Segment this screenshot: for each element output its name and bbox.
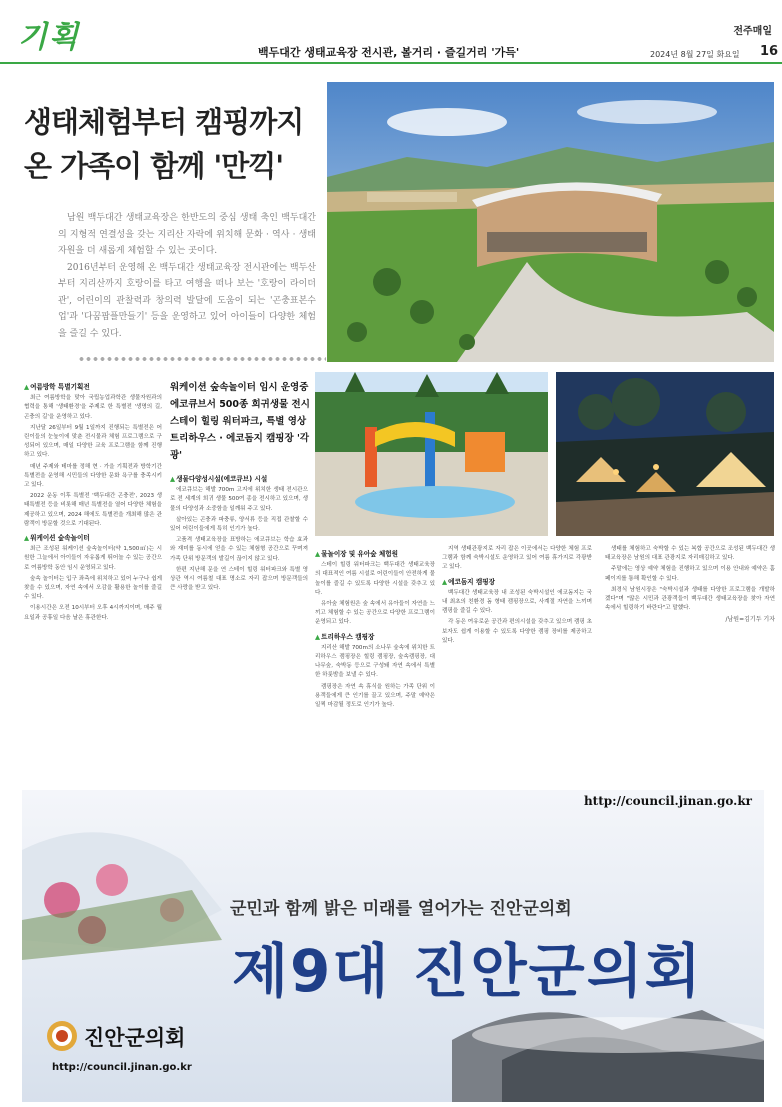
subheading-treehouse: ▲ 트리하우스 캠핑장 bbox=[315, 633, 435, 642]
paragraph: 고품격 생태교육장을 표방하는 에코큐브는 학습 효과와 재미를 동시에 얻을 수 있는 체험형 공간으로 꾸며져 가족 단위 방문객의 발길이 끊이지 않고 있다. bbox=[170, 537, 308, 562]
page-header-title: 백두대간 생태교육장 전시관, 볼거리 · 즐길거리 '가득' bbox=[258, 46, 520, 59]
dotted-divider bbox=[78, 356, 326, 362]
paragraph: 2022 운동 이후 특별전 '백두대간 곤충전', 2023 생태특별전 등을 비롯해 매년 특별전을 열어 다양한 체험을 제공하고 있으며, 2024 해에도 특별전을 개최해 많은 관람객이 방문할 것으로 기대된다. bbox=[24, 493, 162, 527]
paragraph: 각 동은 여유로운 공간과 편의시설을 갖추고 있으며 캠핑 초보자도 쉽게 이용할 수 있도록 다양한 캠핑 장비를 제공하고 있다. bbox=[442, 619, 592, 644]
main-photo-eco-center bbox=[327, 82, 774, 362]
paragraph: 주말에는 영상 예약 체험을 진행하고 있으며 이용 안내와 예약은 홈페이지를 통해 확인할 수 있다. bbox=[605, 566, 775, 582]
paragraph: 스테이 힐링 워터파크는 백두대간 생태교육장의 대표적인 여름 시설로 어린이들이 안전하게 물놀이를 즐길 수 있도록 다양한 시설을 갖추고 있다. bbox=[315, 562, 435, 596]
ad-council-name: 진안군의회 bbox=[84, 1026, 186, 1050]
paragraph: 지리산 해발 700m의 소나무 숲속에 위치한 트리하우스 캠핑장은 힐링 캠핑장, 숲속캠핑장, 대나무숲, 숙박동 등으로 구성돼 자연 속에서 특별한 하룻밤을 보낼 수 있다. bbox=[315, 644, 435, 679]
paragraph: 지역 생태관광지로 자리 잡은 이곳에서는 다양한 체험 프로그램과 함께 숙박시설도 운영하고 있어 여름 휴가지로 각광받고 있다. bbox=[442, 546, 592, 571]
page-number: 16 bbox=[760, 44, 779, 59]
highlight-box bbox=[170, 379, 310, 464]
lead-text-1: 남원 백두대간 생태교육장은 한반도의 중심 생태 축인 백두대간의 지형적 연결성을 갖는 지리산 자락에 위치해 문화 · 역사 · 생태자원을 더 새롭게 체험할 수 있는 곳이다. bbox=[58, 213, 316, 256]
highlight-line: 스테이 힐링 워터파크, 특별 영상 bbox=[170, 416, 307, 427]
paragraph: 매년 주제와 테마를 정해 현 · 가을 기획전과 방학기간 특별전을 운영해 시민들의 다양한 문화 욕구를 충족시키고 있다. bbox=[24, 463, 162, 489]
ad-url-top[interactable]: http://council.jinan.go.kr bbox=[583, 794, 752, 808]
lead-paragraph bbox=[58, 210, 316, 342]
article-column-5 bbox=[605, 545, 775, 625]
subheading-ecodome: ▲ 에코돔지 캠핑장 bbox=[442, 578, 592, 587]
paragraph: 에코큐브는 해발 700m 고지에 위치한 생태 전시관으로 전 세계의 희귀 생물 500여 종을 전시하고 있으며, 생물의 다양성과 소중함을 일깨워 주고 있다. bbox=[170, 487, 308, 512]
paragraph: 지난달 26일부터 9월 1일까지 진행되는 특별전은 어린이들의 눈높이에 맞춘 전시물과 체험 프로그램으로 구성되어 있으며, 매일 다양한 교육 프로그램을 함께 진행하고 있다. bbox=[24, 424, 162, 459]
paragraph: 백두대간 생태교육장 내 조성된 숙박시설인 에코돔지는 국내 최초의 친환경 돔 형태 캠핑장으로, 사계절 자연을 느끼며 캠핑을 즐길 수 있다. bbox=[442, 589, 592, 615]
paragraph: 이용시간은 오전 10시부터 오후 4시까지이며, 매주 월요일과 공휴일 다음 날은 휴관한다. bbox=[24, 605, 162, 621]
article-column-4 bbox=[442, 545, 592, 648]
subheading-ecocube: ▲ 생물다양성시설(에코큐브) 시설 bbox=[170, 475, 308, 484]
section-label: 기획 bbox=[18, 20, 80, 55]
headline bbox=[24, 100, 324, 188]
paragraph: 최근 조성된 워케이션 숲속놀이터(약 1,500㎡)는 시원한 그늘에서 아이들이 자유롭게 뛰어놀 수 있는 공간으로 여름방학 동안 임시 운영되고 있다. bbox=[24, 546, 162, 571]
subheading-summer-exhibit: ▲ 여름방학 특별기획전 bbox=[24, 383, 162, 392]
headline-line-2: 온 가족이 함께 '만끽' bbox=[24, 149, 284, 183]
highlight-line: 에코큐브서 500종 희귀생물 전시 bbox=[170, 399, 310, 410]
paragraph: 최근 여름방학을 맞아 국립농업과학관 생물자원과의 협력을 통해 '생태환경'을 주제로 한 특별전 '생명의 길, 곤충의 길'을 운영하고 있다. bbox=[24, 395, 162, 420]
council-advertisement bbox=[22, 790, 764, 1102]
byline: /남원=김기두 기자 bbox=[725, 616, 775, 624]
paragraph: 캠핑장은 자연 속 휴식을 원하는 가족 단위 이용객들에게 큰 인기를 끌고 있으며, 주말 예약은 일찍 마감될 정도로 인기가 높다. bbox=[315, 683, 435, 709]
headline-line-1: 생태체험부터 캠핑까지 bbox=[24, 105, 304, 139]
paragraph: 한편 지난해 문을 연 스테이 힐링 워터파크와 특별 영상관 역시 여름철 대표 명소로 자리 잡으며 방문객들의 큰 사랑을 받고 있다. bbox=[170, 566, 308, 592]
article-column-3 bbox=[315, 545, 435, 712]
article-column-1 bbox=[24, 378, 162, 625]
lead-text-2: 2016년부터 운영해 온 백두대간 생태교육장 전시관에는 백두산부터 지리산까지 호랑이를 타고 여행을 떠나 보는 '호랑이 라이더관', 어린이의 관찰력과 창의력 발달에 도움이 되는 '곤충표본수업'과 '다꿈팝플만들기' 등을 운영하고 있어 아이들이 다양한 체험을 즐길 수 있다. bbox=[58, 262, 316, 339]
paragraph: 살아있는 곤충과 파충류, 양서류 등을 직접 관찰할 수 있어 어린이들에게 특히 인기가 높다. bbox=[170, 516, 308, 533]
paragraph: 최경식 남원시장은 "숙박시설과 생태를 다양한 프로그램을 개발하겠다"며 "많은 시민과 관광객들이 백두대간 생태교육장을 찾아 자연 속에서 힐링하기 바란다"고 말했다. bbox=[605, 586, 775, 612]
header-divider bbox=[0, 62, 782, 64]
ad-main-title: 제9대 진안군의회 bbox=[232, 937, 703, 1005]
subheading-forest-playground: ▲ 워케이션 숲속놀이터 bbox=[24, 534, 162, 543]
council-emblem-icon bbox=[46, 1020, 78, 1052]
paragraph: 유아숲 체험원은 숲 속에서 유아들이 자연을 느끼고 체험할 수 있는 공간으로 다양한 프로그램이 운영되고 있다. bbox=[315, 601, 435, 626]
highlight-line: 트리하우스 · 에코돔지 캠핑장 '각광' bbox=[170, 433, 310, 461]
paragraph: 숲속 놀이터는 입구 좌측에 위치하고 있어 누구나 쉽게 찾을 수 있으며, 자연 속에서 오감을 활용한 놀이를 즐길 수 있다. bbox=[24, 575, 162, 601]
ad-slogan: 군민과 함께 밝은 미래를 열어가는 진안군의회 bbox=[230, 899, 572, 919]
newspaper-name: 전주매일 bbox=[733, 26, 772, 37]
paragraph: 생태를 체험하고 숙박할 수 있는 복합 공간으로 조성된 백두대간 생태교육장은 남원의 대표 관광지로 자리매김하고 있다. bbox=[605, 546, 775, 562]
photo-water-park bbox=[315, 372, 548, 536]
subheading-water-play: ▲ 물놀이장 및 유아숲 체험원 bbox=[315, 550, 435, 559]
article-column-2 bbox=[170, 470, 308, 595]
photo-camping-night bbox=[556, 372, 774, 536]
highlight-line: 워케이션 숲속놀이터 임시 운영중 bbox=[170, 382, 309, 393]
ad-url-bottom[interactable]: http://council.jinan.go.kr bbox=[52, 1062, 192, 1073]
issue-date: 2024년 8월 27일 화요일 bbox=[650, 50, 740, 59]
